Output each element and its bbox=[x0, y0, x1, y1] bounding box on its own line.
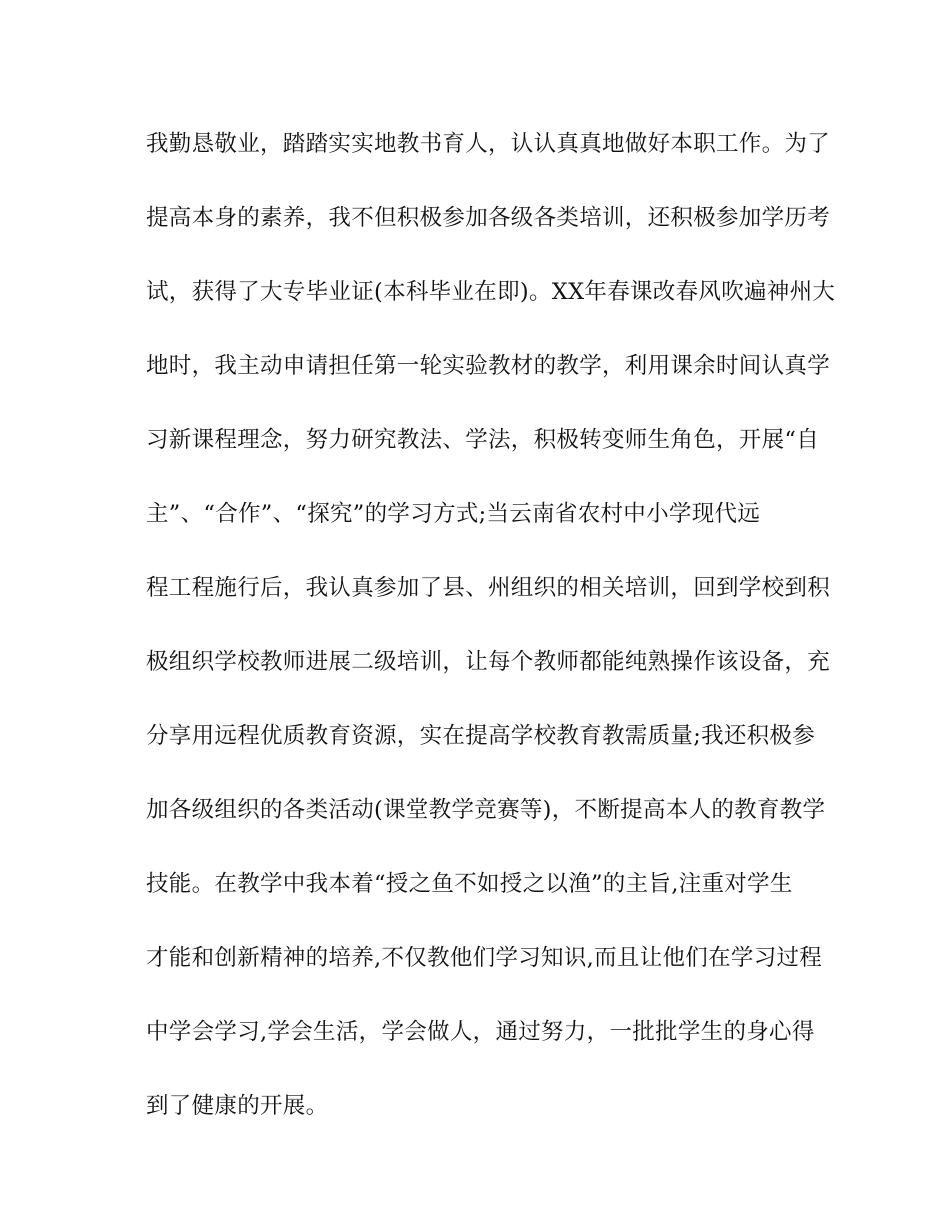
text-line: 地时，我主动申请担任第一轮实验教材的教学，利用课余时间认真学 bbox=[146, 353, 831, 379]
text-line: 主”、“合作”、“探究”的学习方式;当云南省农村中小学现代远 bbox=[146, 501, 761, 527]
text-line: 习新课程理念，努力研究教法、学法，积极转变师生角色，开展“自 bbox=[146, 427, 820, 453]
body-paragraph bbox=[146, 118, 836, 1154]
text-line: 程工程施行后，我认真参加了县、州组织的相关培训，回到学校到积 bbox=[146, 575, 831, 601]
text-line: 加各级组织的各类活动(课堂教学竞赛等)，不断提高本人的教育教学 bbox=[146, 797, 826, 823]
text-line: 分享用远程优质教育资源，实在提高学校教育教需质量;我还积极参 bbox=[146, 723, 816, 749]
text-line: 极组织学校教师进展二级培训，让每个教师都能纯熟操作该设备，充 bbox=[146, 649, 831, 675]
text-line: 技能。在教学中我本着“授之鱼不如授之以渔”的主旨,注重对学生 bbox=[146, 871, 793, 897]
text-line: 到了健康的开展。 bbox=[146, 1093, 329, 1119]
text-line: 中学会学习,学会生活，学会做人，通过努力，一批批学生的身心得 bbox=[146, 1019, 815, 1045]
text-line: 提高本身的素养，我不但积极参加各级各类培训，还积极参加学历考 bbox=[146, 205, 831, 231]
text-line: 试，获得了大专毕业证(本科毕业在即)。XX年春课改春风吹遍神州大 bbox=[146, 279, 836, 305]
text-line: 才能和创新精神的培养,不仅教他们学习知识,而且让他们在学习过程 bbox=[146, 945, 823, 971]
text-line: 我勤恳敬业，踏踏实实地教书育人，认认真真地做好本职工作。为了 bbox=[146, 131, 831, 157]
